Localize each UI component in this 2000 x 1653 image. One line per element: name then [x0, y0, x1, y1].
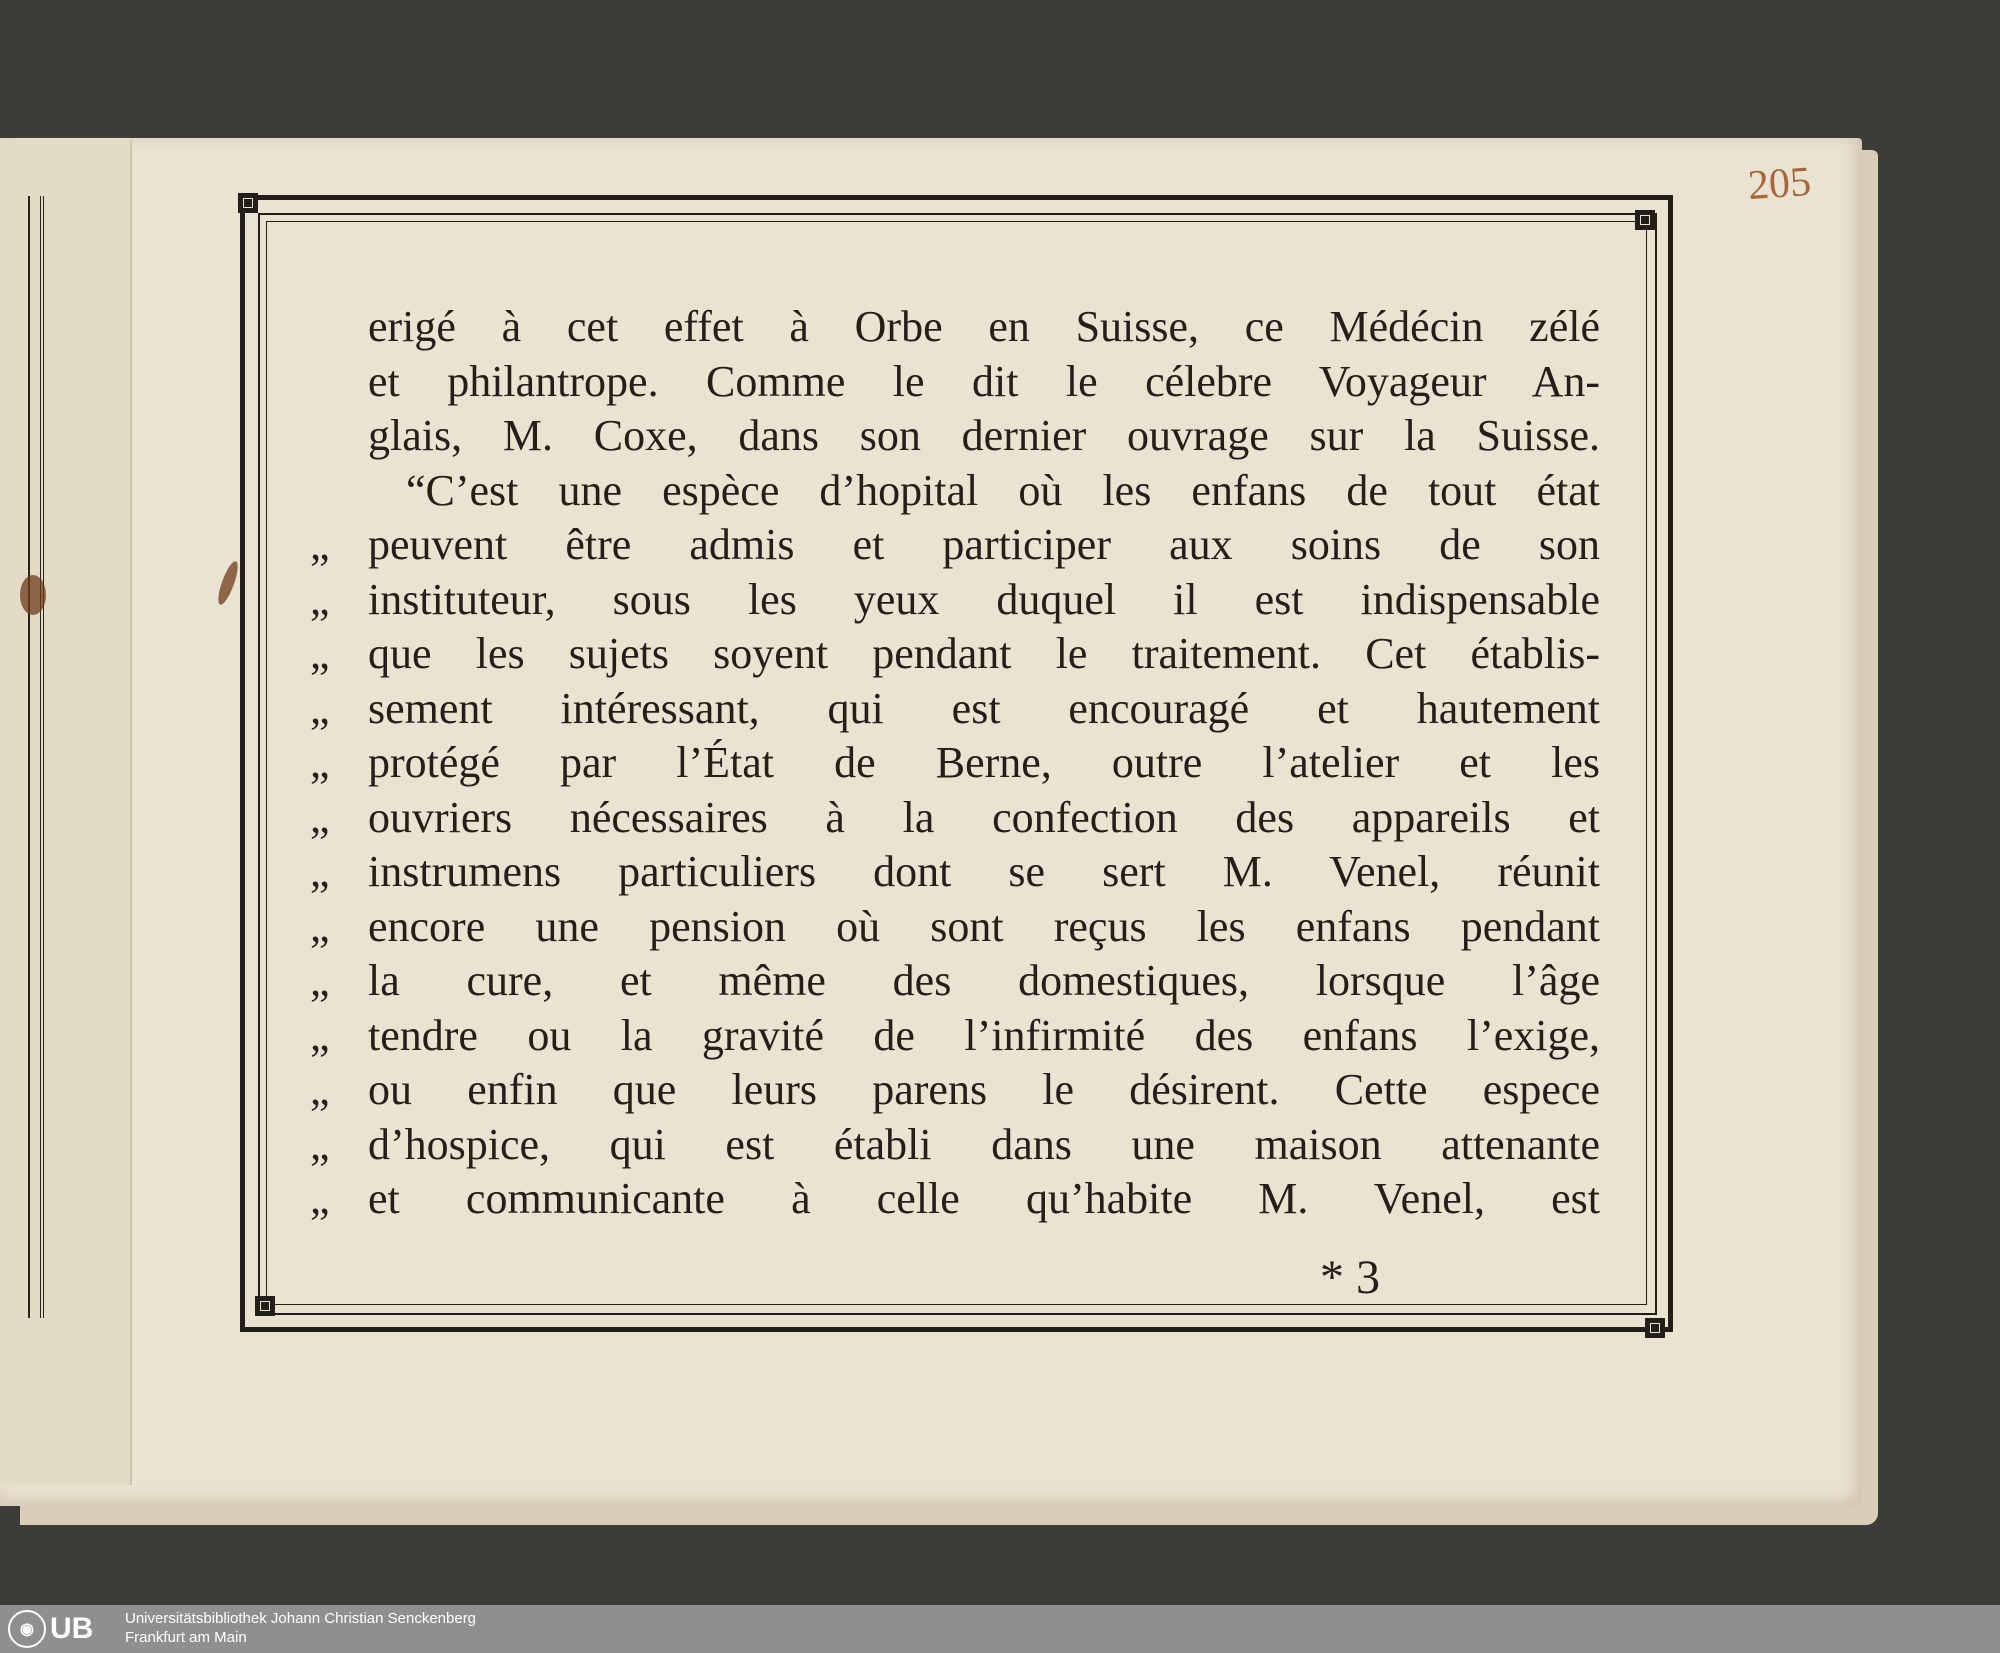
- text-line: glais, M. Coxe, dans son dernier ouvrage sur la Suisse.: [368, 411, 1600, 460]
- logo-text: UB: [50, 1612, 94, 1645]
- frame-corner-ornament: [1635, 210, 1655, 230]
- folio-handwritten-note: 205: [1746, 158, 1813, 210]
- text-line: „ tendre ou la gravité de l’infirmité des enfans l’exige,: [310, 1010, 1600, 1060]
- body-text: [310, 300, 1600, 1227]
- institution-credit: [125, 1609, 476, 1647]
- frame-corner-ornament: [255, 1296, 275, 1316]
- text-line: „ instituteur, sous les yeux duquel il est indispensable: [310, 574, 1600, 624]
- frame-corner-ornament: [238, 193, 258, 213]
- text-line: „ ou enfin que leurs parens le désirent. Cette espece: [310, 1065, 1600, 1114]
- text-line: „ la cure, et même des domestiques, lorsque l’âge: [310, 956, 1600, 1005]
- institution-name: Universitätsbibliothek Johann Christian Senckenberg: [125, 1610, 477, 1627]
- left-page-frame: [0, 196, 44, 1318]
- text-line: „ sement intéressant, qui est encouragé et hautement: [310, 683, 1600, 733]
- ub-logo[interactable]: [8, 1610, 93, 1648]
- foxing-stain: [20, 575, 46, 615]
- text-line: „ instrumens particuliers dont se sert M. Venel, réunit: [310, 847, 1600, 896]
- text-line: „ protégé par l’État de Berne, outre l’atelier et les: [310, 738, 1600, 787]
- text-line: „ que les sujets soyent pendant le traitement. Cet établis-: [310, 629, 1600, 678]
- seal-icon: ◉: [8, 1610, 46, 1648]
- frame-corner-ornament: [1645, 1318, 1665, 1338]
- text-line: erigé à cet effet à Orbe en Suisse, ce Médécin zélé: [368, 302, 1600, 351]
- text-line: „ et communicante à celle qu’habite M. Venel, est: [310, 1174, 1600, 1223]
- text-line: „ d’hospice, qui est établi dans une maison attenante: [310, 1119, 1600, 1169]
- institution-city: Frankfurt am Main: [125, 1629, 247, 1646]
- signature-mark: * 3: [1320, 1251, 1380, 1304]
- text-line: „ ouvriers nécessaires à la confection des appareils et: [310, 792, 1600, 842]
- text-line: et philantrope. Comme le dit le célebre Voyageur An-: [368, 356, 1600, 406]
- text-line: „ encore une pension où sont reçus les enfans pendant: [310, 901, 1600, 951]
- text-line: “C’est une espèce d’hopital où les enfans de tout état: [406, 465, 1600, 515]
- text-line: „ peuvent être admis et participer aux soins de son: [310, 520, 1600, 569]
